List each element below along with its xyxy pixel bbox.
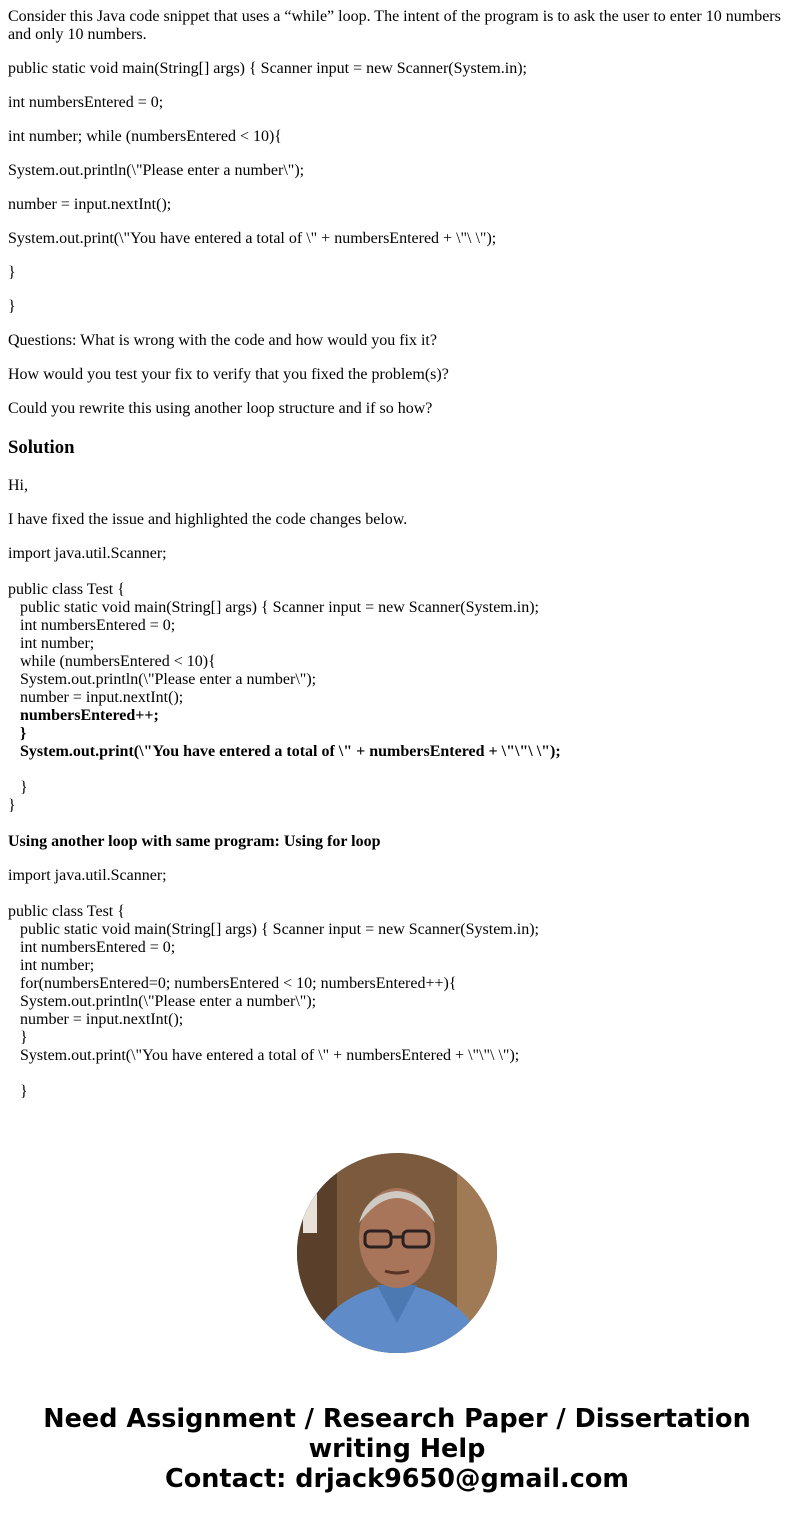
code-line: } — [8, 1083, 28, 1100]
code-line: int number; — [8, 957, 95, 974]
code-line: public static void main(String[] args) { Scanner input = new Scanner(System.in); — [8, 921, 539, 938]
code-line: System.out.println(\"Please enter a number\"); — [8, 671, 317, 688]
code-line — [8, 563, 788, 581]
promo-line: Need Assignment / Research Paper / Dissertation — [43, 1404, 751, 1434]
code-line: while (numbersEntered < 10){ — [8, 653, 216, 670]
code-line: number = input.nextInt(); — [8, 1011, 184, 1028]
alt-loop-heading: Using another loop with same program: Using for loop — [8, 833, 381, 850]
question-item: How would you test your fix to verify that you fixed the problem(s)? — [8, 366, 449, 383]
code-line: } — [8, 797, 16, 814]
question-code-line: System.out.print(\"You have entered a total of \" + numbersEntered + \"\ \"); — [8, 230, 497, 247]
code-line: int numbersEntered = 0; — [8, 617, 176, 634]
question-code-line: number = input.nextInt(); — [8, 196, 172, 213]
code-line — [8, 885, 788, 903]
code-line: public class Test { — [8, 903, 125, 920]
code-line: int number; — [8, 635, 95, 652]
for-loop-code-block — [8, 867, 788, 1101]
contact-line: Contact: drjack9650@gmail.com — [165, 1464, 629, 1494]
question-code-line: int numbersEntered = 0; — [8, 94, 164, 111]
author-avatar — [297, 1153, 497, 1353]
code-line: import java.util.Scanner; — [8, 867, 167, 884]
solution-note: I have fixed the issue and highlighted the code changes below. — [8, 511, 408, 528]
document-content — [8, 8, 788, 1122]
solution-greeting: Hi, — [8, 477, 28, 494]
code-line: int numbersEntered = 0; — [8, 939, 176, 956]
code-line — [8, 1065, 788, 1083]
question-item: Questions: What is wrong with the code and how would you fix it? — [8, 332, 437, 349]
code-line: } — [8, 1029, 28, 1046]
question-code-line: } — [8, 298, 16, 315]
question-code-line: } — [8, 264, 16, 281]
question-code-line: int number; while (numbersEntered < 10){ — [8, 128, 282, 145]
code-line: number = input.nextInt(); — [8, 689, 184, 706]
author-portrait-image — [297, 1153, 497, 1353]
code-line: System.out.println(\"Please enter a number\"); — [8, 993, 317, 1010]
question-code-line: System.out.println(\"Please enter a number\"); — [8, 162, 305, 179]
code-line: } — [8, 725, 27, 742]
code-line — [8, 761, 788, 779]
code-line: System.out.print(\"You have entered a total of \" + numbersEntered + \"\"\ \"); — [8, 1047, 520, 1064]
solution-heading: Solution — [8, 437, 75, 458]
code-line: public class Test { — [8, 581, 125, 598]
code-line: import java.util.Scanner; — [8, 545, 167, 562]
promo-footer — [0, 1404, 794, 1494]
question-intro: Consider this Java code snippet that uses a “while” loop. The intent of the program is to ask the user to enter 10 numbers and only 10 numbers. — [8, 8, 781, 43]
code-line: public static void main(String[] args) { Scanner input = new Scanner(System.in); — [8, 599, 539, 616]
code-line: for(numbersEntered=0; numbersEntered < 10; numbersEntered++){ — [8, 975, 457, 992]
question-code-line: public static void main(String[] args) { Scanner input = new Scanner(System.in); — [8, 60, 527, 77]
question-item: Could you rewrite this using another loop structure and if so how? — [8, 400, 433, 417]
code-line: System.out.print(\"You have entered a total of \" + numbersEntered + \"\"\ \"); — [8, 743, 561, 760]
code-line: } — [8, 779, 28, 796]
promo-line: writing Help — [308, 1434, 486, 1464]
code-line: numbersEntered++; — [8, 707, 159, 724]
fixed-code-block — [8, 545, 788, 815]
